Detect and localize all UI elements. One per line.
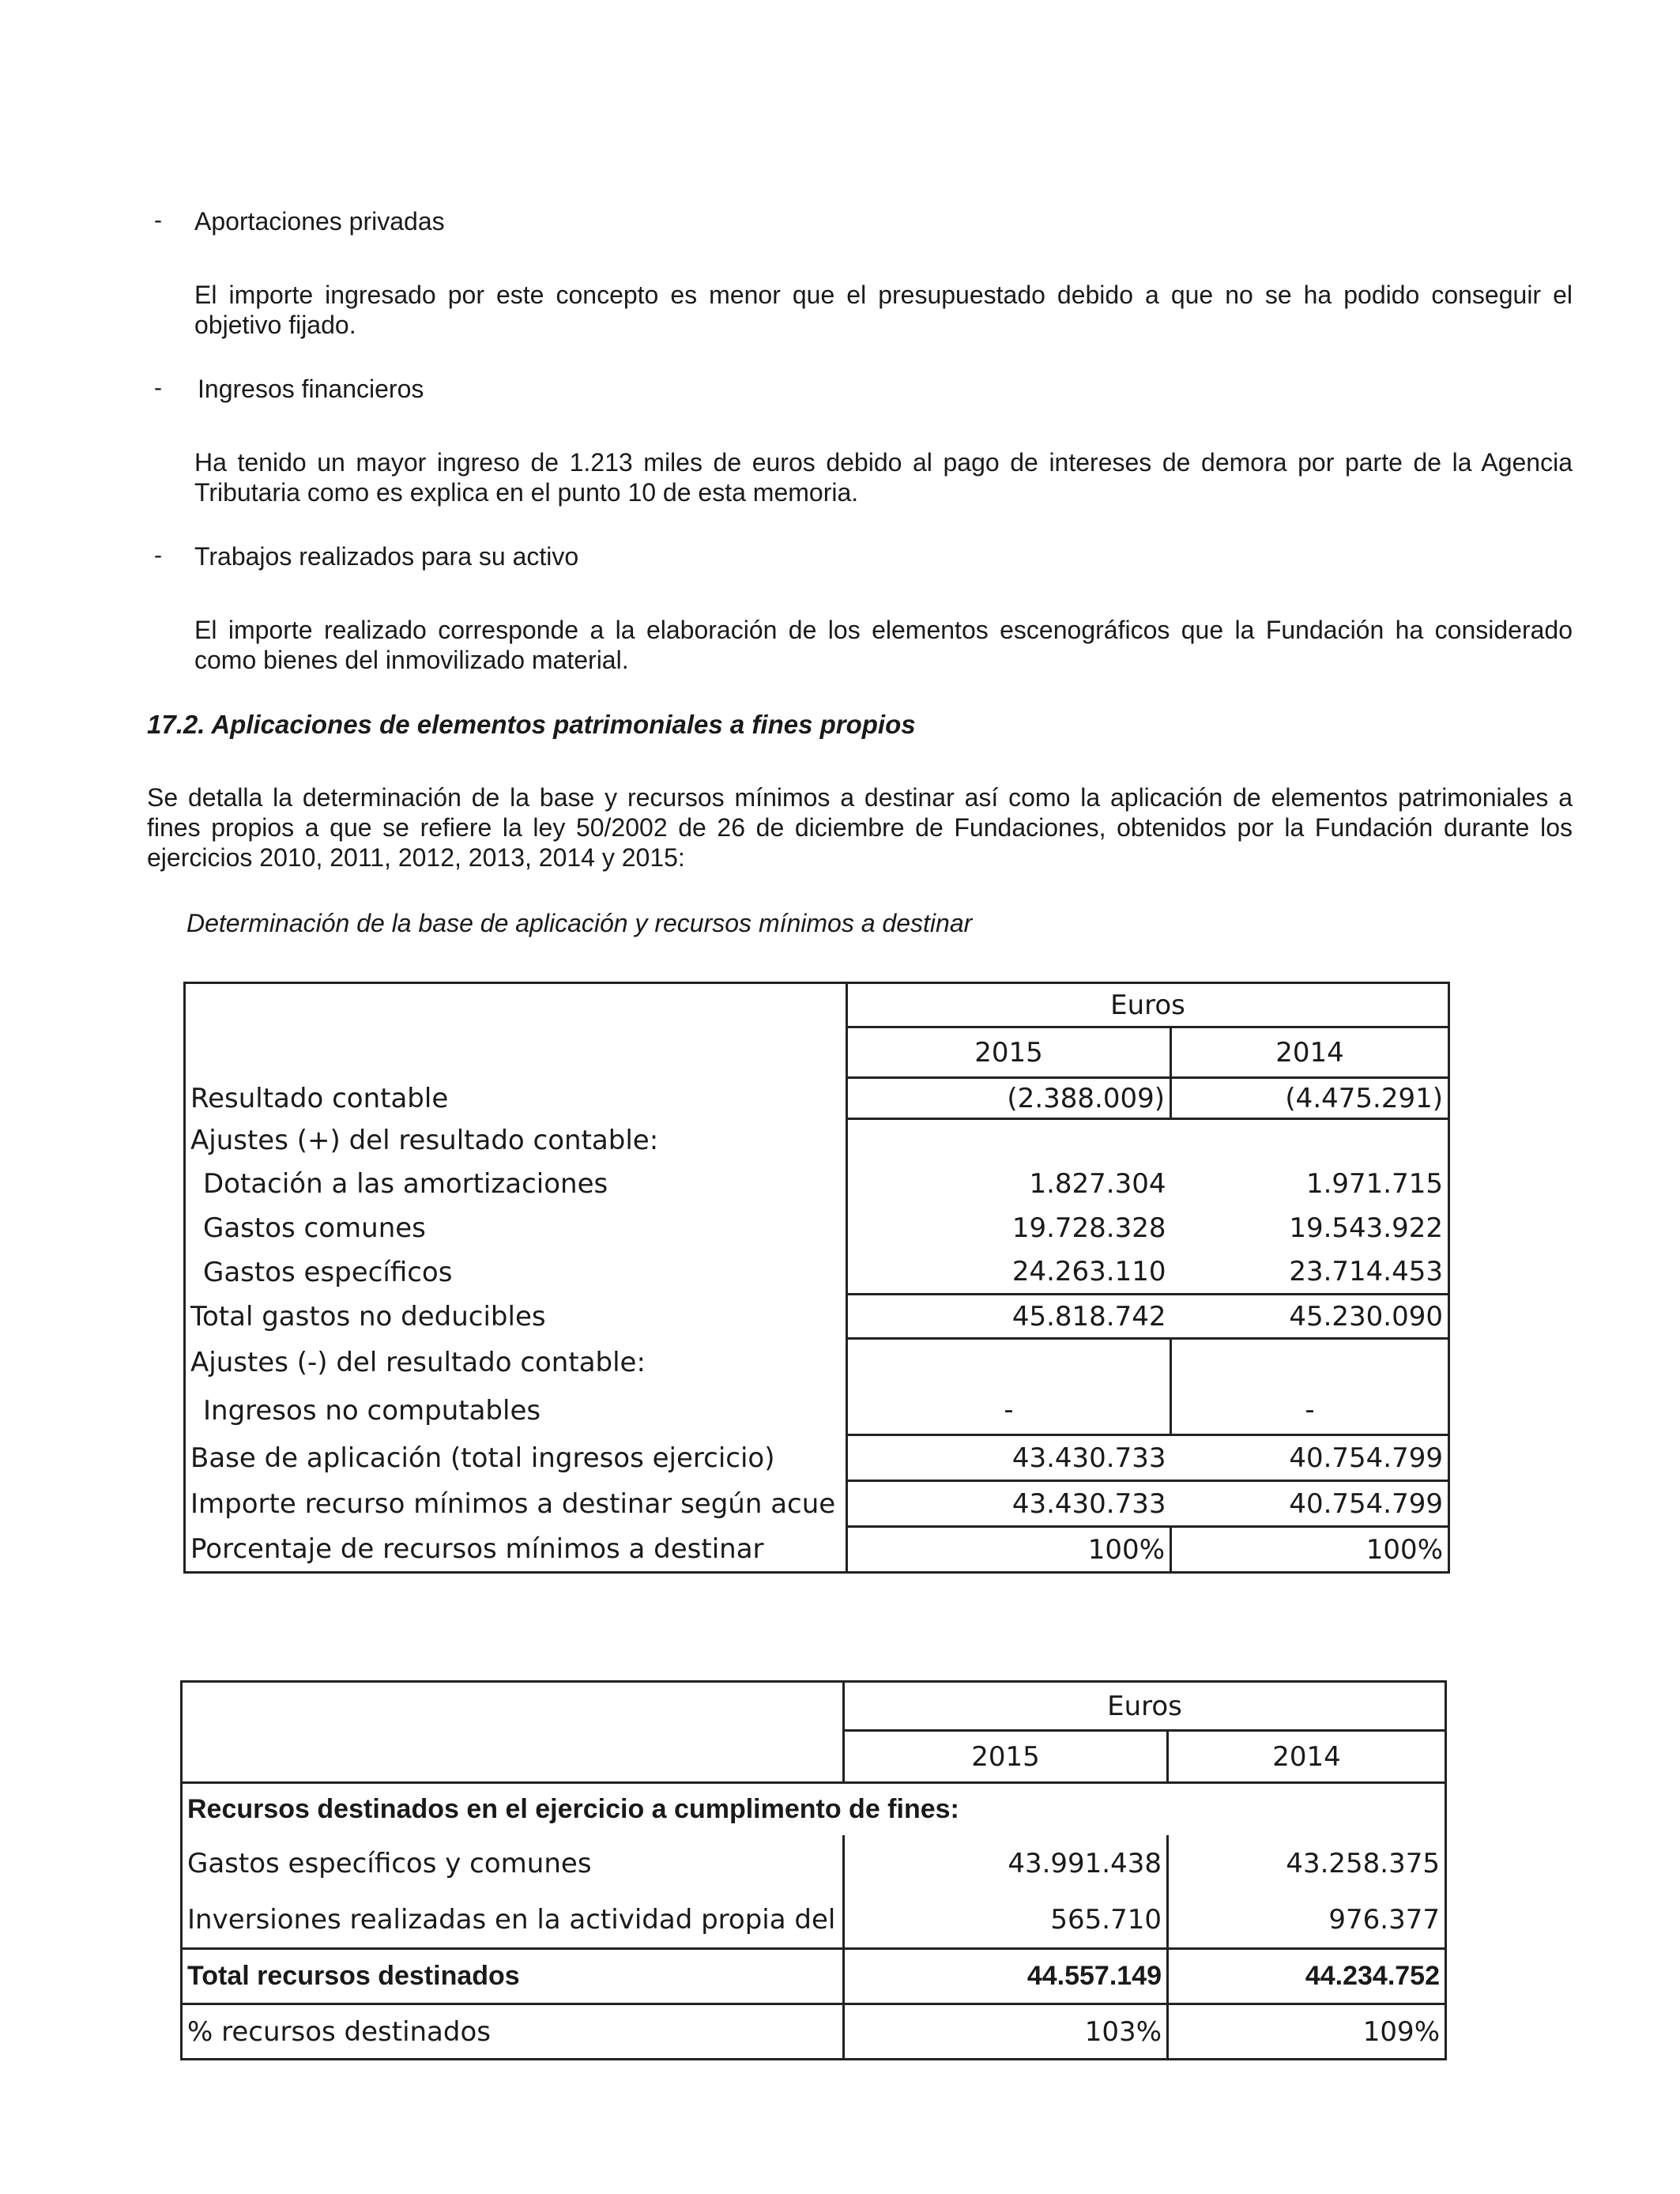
- bullet-text-aportaciones: El importe ingresado por este concepto es menor que el presupuestado debido a que no se ha podido conseguir el objetivo fijado.: [194, 281, 1573, 339]
- value-2015: (2.388.009): [847, 1078, 1171, 1119]
- value-2015: [847, 1119, 1171, 1162]
- value-2015: 43.430.733: [847, 1481, 1171, 1527]
- year-header-2015: 2015: [844, 1731, 1168, 1783]
- value-2015: 103%: [844, 2004, 1168, 2060]
- value-2015: -: [847, 1386, 1171, 1435]
- row-label: Resultado contable: [185, 1078, 847, 1119]
- bullet-dash: -: [154, 542, 162, 568]
- value-2014: 40.754.799: [1171, 1481, 1449, 1527]
- row-label: Ajustes (+) del resultado contable:: [185, 1119, 847, 1162]
- value-2015: 24.263.110: [847, 1250, 1171, 1295]
- row-label: Porcentaje de recursos mínimos a destinar: [185, 1527, 847, 1573]
- value-2014: 40.754.799: [1171, 1435, 1449, 1481]
- header-blank-cell: [182, 1682, 844, 1783]
- year-header-2015: 2015: [847, 1027, 1171, 1078]
- value-2015: 19.728.328: [847, 1206, 1171, 1250]
- row-label: Gastos específicos: [185, 1250, 847, 1295]
- table-subheading: Determinación de la base de aplicación y recursos mínimos a destinar: [186, 909, 973, 937]
- value-2014: 109%: [1168, 2004, 1446, 2060]
- currency-header: Euros: [844, 1682, 1446, 1731]
- section-intro: Se detalla la determinación de la base y recursos mínimos a destinar así como la aplicación de elementos patrimoniales a fines propios a que se refiere la ley 50/2002 de 26 de diciembre de Fundaciones, obtenidos por la Fundación durante los ejercicios 2010, 2011, 2012, 2013, 2014 y 2015:: [147, 783, 1573, 872]
- row-label: Total gastos no deducibles: [185, 1295, 847, 1339]
- row-label: Importe recurso mínimos a destinar según acue: [185, 1481, 847, 1527]
- row-label: % recursos destinados: [182, 2004, 844, 2060]
- section-heading: 17.2. Aplicaciones de elementos patrimoniales a fines propios: [147, 710, 916, 739]
- bullet-title-trabajos: Trabajos realizados para su activo: [194, 542, 579, 571]
- value-2014: [1171, 1339, 1449, 1386]
- value-2015: 1.827.304: [847, 1162, 1171, 1206]
- value-2014: 43.258.375: [1168, 1835, 1446, 1892]
- bullet-text-ingresos: Ha tenido un mayor ingreso de 1.213 miles de euros debido al pago de intereses de demora por parte de la Agencia Tributaria como es explica en el punto 10 de esta memoria.: [194, 448, 1573, 507]
- value-2014: 100%: [1171, 1527, 1449, 1573]
- base-aplicacion-table: [183, 982, 1450, 1574]
- row-label: Inversiones realizadas en la actividad propia del: [182, 1892, 844, 1949]
- row-label: Base de aplicación (total ingresos ejercicio): [185, 1435, 847, 1481]
- value-2015: 43.991.438: [844, 1835, 1168, 1892]
- value-2015: 44.557.149: [844, 1949, 1168, 2004]
- value-2014: [1171, 1119, 1449, 1162]
- year-header-2014: 2014: [1171, 1027, 1449, 1078]
- value-2015: 565.710: [844, 1892, 1168, 1949]
- value-2015: [847, 1339, 1171, 1386]
- value-2014: 1.971.715: [1171, 1162, 1449, 1206]
- value-2014: 19.543.922: [1171, 1206, 1449, 1250]
- bullet-dash: -: [154, 207, 162, 233]
- recursos-destinados-table: [180, 1680, 1447, 2060]
- value-2014: -: [1171, 1386, 1449, 1435]
- row-label: Ingresos no computables: [185, 1386, 847, 1435]
- value-2014: 976.377: [1168, 1892, 1446, 1949]
- value-2014: 45.230.090: [1171, 1295, 1449, 1339]
- value-2014: (4.475.291): [1171, 1078, 1449, 1119]
- row-label: Gastos específicos y comunes: [182, 1835, 844, 1892]
- row-label: Gastos comunes: [185, 1206, 847, 1250]
- bullet-dash: -: [154, 375, 162, 401]
- currency-header: Euros: [847, 983, 1449, 1027]
- year-header-2014: 2014: [1168, 1731, 1446, 1783]
- value-2015: 100%: [847, 1527, 1171, 1573]
- bullet-text-trabajos: El importe realizado corresponde a la elaboración de los elementos escenográficos que la Fundación ha considerado como bienes del inmovilizado material.: [194, 616, 1573, 674]
- row-label: Ajustes (-) del resultado contable:: [185, 1339, 847, 1386]
- header-blank-cell: [185, 983, 847, 1078]
- bullet-title-ingresos: Ingresos financieros: [198, 375, 424, 403]
- value-2014: 23.714.453: [1171, 1250, 1449, 1295]
- section-label: Recursos destinados en el ejercicio a cumplimento de fines:: [182, 1783, 1168, 1835]
- value-2014: 44.234.752: [1168, 1949, 1446, 2004]
- row-label: Total recursos destinados: [182, 1949, 844, 2004]
- blank-cell: [1168, 1783, 1446, 1835]
- value-2015: 45.818.742: [847, 1295, 1171, 1339]
- row-label: Dotación a las amortizaciones: [185, 1162, 847, 1206]
- bullet-title-aportaciones: Aportaciones privadas: [194, 207, 445, 236]
- value-2015: 43.430.733: [847, 1435, 1171, 1481]
